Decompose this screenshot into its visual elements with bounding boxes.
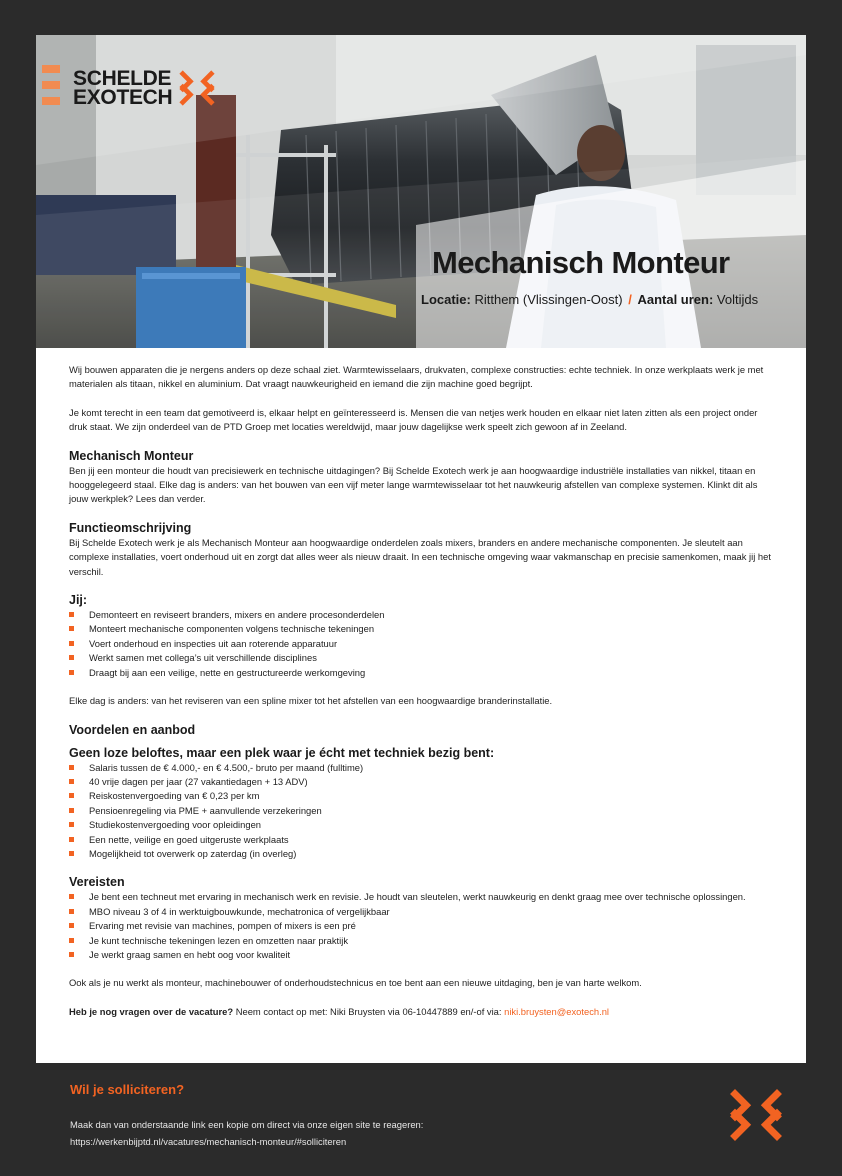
logo-mark-icon (178, 69, 216, 107)
contact-email-link[interactable]: niki.bruysten@exotech.nl (504, 1005, 609, 1017)
vereisten-list (69, 890, 777, 962)
list-item: Ervaring met revisie van machines, pompen of mixers is een pré (69, 919, 777, 933)
list-item: Je werkt graag samen en hebt oog voor kwaliteit (69, 948, 777, 962)
hours-value: Voltijds (716, 292, 759, 307)
logo-mark-icon (728, 1087, 784, 1143)
list-item: Je kunt technische tekeningen lezen en omzetten naar praktijk (69, 934, 777, 948)
list-item: MBO niveau 3 of 4 in werktuigbouwkunde, mechatronica of vergelijkbaar (69, 905, 777, 919)
list-item: Werkt samen met collega’s uit verschillende disciplines (69, 651, 777, 665)
voordelen-list (69, 761, 777, 862)
intro-paragraph-1: Wij bouwen apparaten die je nergens anders op deze schaal ziet. Warmtewisselaars, drukvaten, complexe constructies: echte techniek. In onze werkplaats werk je met materialen als titaan, nikkel en aluminium. Dat vraagt nauwkeurigheid en iemand die zijn machine goed begrijpt. (69, 364, 764, 390)
jij-list (69, 608, 777, 680)
location-value: Ritthem (Vlissingen-Oost) (474, 292, 623, 307)
list-item: Reiskostenvergoeding van € 0,23 per km (69, 789, 777, 803)
intro-paragraph-2: Je komt terecht in een team dat gemotiveerd is, elkaar helpt en geïnteresseerd is. Mensen die van netjes werk houden en elkaar niet laten zitten als een project onder druk staat. We zijn onderdeel van de PTD Groep met locaties wereldwijd, maar jouw dagelijkse werk speelt zich gewoon af in Zeeland. (69, 406, 758, 433)
page-title: Mechanisch Monteur (432, 245, 730, 280)
list-item: Pensioenregeling via PME + aanvullende verzekeringen (69, 804, 777, 818)
footer (0, 1063, 842, 1176)
contact-text: Neem contact op met: Niki Bruysten via 06-10447889 en/-of via: (233, 1005, 505, 1017)
section-heading-jij: Jij: (69, 593, 88, 608)
section-text-monteur: Ben jij een monteur die houdt van precisiewerk en technische uitdagingen? Bij Schelde Exotech werk je aan hoogwaardige industriële installaties van nikkel, titaan en hooggelegeerd staal. Elke dag is anders: van het bouwen van een vijf meter lange warmtewisselaar tot het nauwkeurig afstellen van complexe systemen. Klinkt dit als jouw werkplek? Lees dan verder. (69, 464, 758, 505)
list-item: Je bent een techneut met ervaring in mechanisch werk en revisie. Je houdt van sleutelen, werkt nauwkeurig en denkt graag mee over technische oplossingen. (69, 890, 777, 904)
company-logo (73, 69, 216, 107)
contact-line (69, 1005, 777, 1019)
hours-label: Aantal uren: (637, 292, 714, 307)
list-item: Voert onderhoud en inspecties uit aan roterende apparatuur (69, 637, 777, 651)
vacancy-page (36, 35, 806, 1063)
logo-text: SCHELDE EXOTECH (73, 67, 173, 109)
list-item: Monteert mechanische componenten volgens technische tekeningen (69, 622, 777, 636)
hero-banner (36, 35, 806, 348)
list-item: Draagt bij aan een veilige, nette en gestructureerde werkomgeving (69, 666, 777, 680)
section-heading-voordelen: Voordelen en aanbod (69, 722, 196, 737)
vereisten-closing: Ook als je nu werkt als monteur, machinebouwer of onderhoudstechnicus en toe bent aan een nieuwe uitdaging, ben je van harte welkom. (69, 977, 642, 989)
list-item: Salaris tussen de € 4.000,- en € 4.500,- bruto per maand (fulltime) (69, 761, 777, 775)
list-item: Mogelijkheid tot overwerk op zaterdag (in overleg) (69, 847, 777, 861)
footer-title: Wil je solliciteren? (70, 1082, 185, 1097)
meta-separator: / (628, 292, 632, 307)
section-heading-vereisten: Vereisten (69, 875, 125, 890)
list-item: 40 vrije dagen per jaar (27 vakantiedagen + 13 ADV) (69, 775, 777, 789)
contact-question: Heb je nog vragen over de vacature? (69, 1005, 234, 1017)
location-label: Locatie: (421, 292, 471, 307)
list-item: Demonteert en reviseert branders, mixers en andere procesonderdelen (69, 608, 777, 622)
job-meta (421, 292, 758, 307)
list-item: Een nette, veilige en goed uitgeruste werkplaats (69, 833, 777, 847)
vacancy-content (69, 363, 777, 1019)
section-heading-functie: Functieomschrijving (69, 520, 192, 535)
apply-link[interactable]: https://werkenbijptd.nl/vacatures/mechanisch-monteur/#solliciteren (70, 1136, 347, 1147)
section-subheading-voordelen: Geen loze beloftes, maar een plek waar je écht met techniek bezig bent: (69, 745, 495, 760)
section-text-functie: Bij Schelde Exotech werk je als Mechanisch Monteur aan hoogwaardige onderdelen zoals mixers, branders en andere mechanische componenten. Je sleutelt aan complexe installaties, voert onderhoud uit en zorgt dat alles weer als nieuw draait. In een technische omgeving waar vakmanschap en precisie samenkomen, maak jij het verschil. (69, 536, 771, 577)
section-heading-monteur: Mechanisch Monteur (69, 448, 194, 463)
jij-closing: Elke dag is anders: van het reviseren van een spline mixer tot het afstellen van een hoogwaardige branderinstallatie. (69, 695, 553, 707)
list-item: Studiekostenvergoeding voor opleidingen (69, 818, 777, 832)
footer-text: Maak dan van onderstaande link een kopie om direct via onze eigen site te reageren: (70, 1119, 424, 1130)
